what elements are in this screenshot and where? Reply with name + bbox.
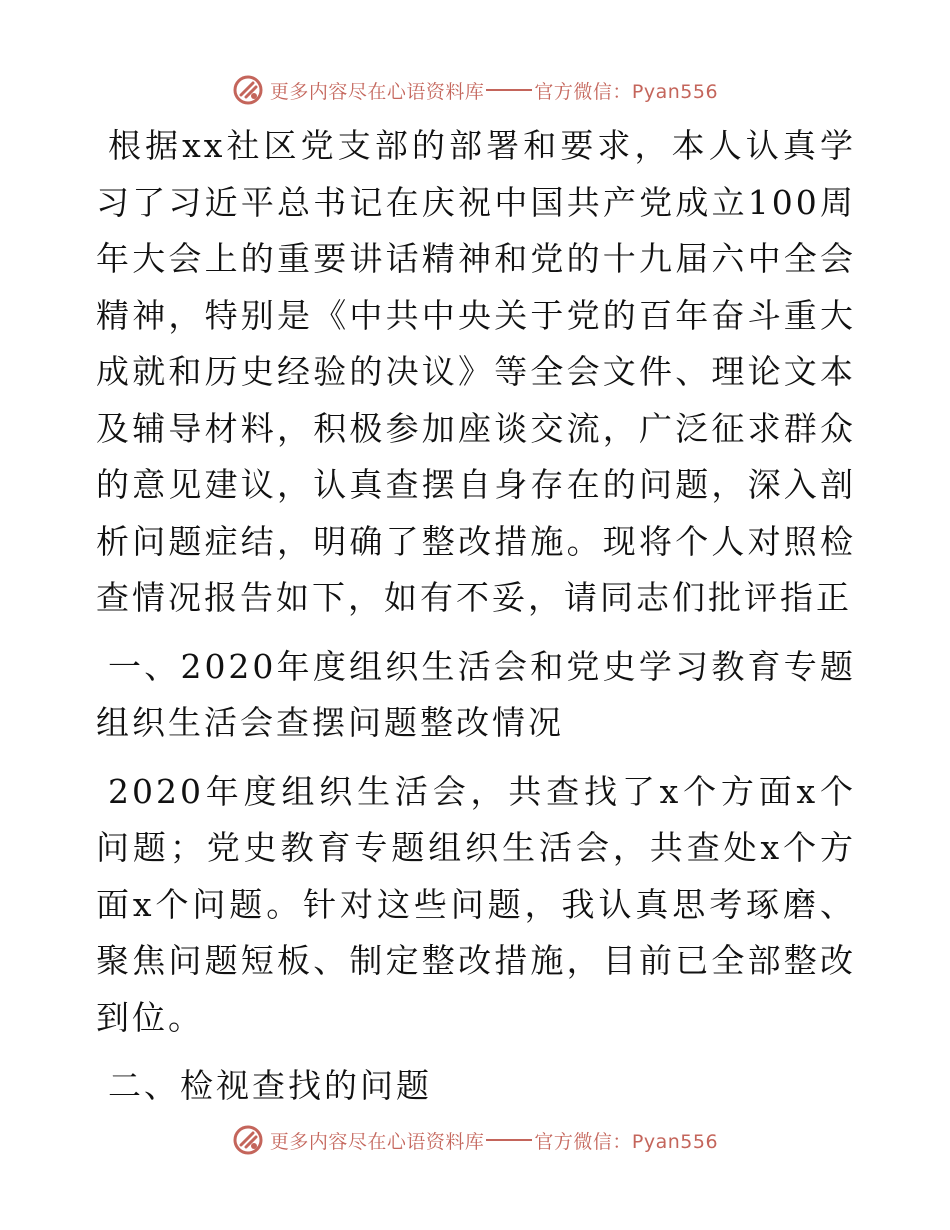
watermark-suffix: 官方微信：Pyan556 xyxy=(534,1130,719,1153)
watermark-separator xyxy=(486,89,532,91)
watermark-text: 更多内容尽在心语资料库 xyxy=(269,80,485,103)
red-seal-logo-icon xyxy=(232,74,264,106)
intro-paragraph: 根据xx社区党支部的部署和要求，本人认真学习了习近平总书记在庆祝中国共产党成立100周年大会上的重要讲话精神和党的十九届六中全会精神，特别是《中共中央关于党的百年奋斗重大成就和历史经验的决议》等全会文件、理论文本及辅导材料，积极参加座谈交流，广泛征求群众的意见建议，认真查摆自身存在的问题，深入剖析问题症结，明确了整改措施。现将个人对照检查情况报告如下，如有不妥，请同志们批评指正 xyxy=(96,126,856,617)
section-heading-2: 二、检视查找的问题 xyxy=(108,1066,432,1105)
section-1-paragraph: 2020年度组织生活会，共查找了x个方面x个问题；党史教育专题组织生活会，共查处x个方面x个问题。针对这些问题，我认真思考琢磨、聚焦问题短板、制定整改措施，目前已全部整改到位。 xyxy=(96,771,856,1037)
header-watermark xyxy=(0,70,950,110)
watermark-text: 更多内容尽在心语资料库 xyxy=(269,1130,485,1153)
document-body xyxy=(96,118,856,1115)
watermark-separator xyxy=(486,1139,532,1141)
red-seal-logo-icon xyxy=(232,1124,264,1156)
footer-watermark xyxy=(0,1120,950,1160)
watermark-suffix: 官方微信：Pyan556 xyxy=(534,80,719,103)
section-heading-1: 一、2020年度组织生活会和党史学习教育专题组织生活会查摆问题整改情况 xyxy=(96,646,856,742)
